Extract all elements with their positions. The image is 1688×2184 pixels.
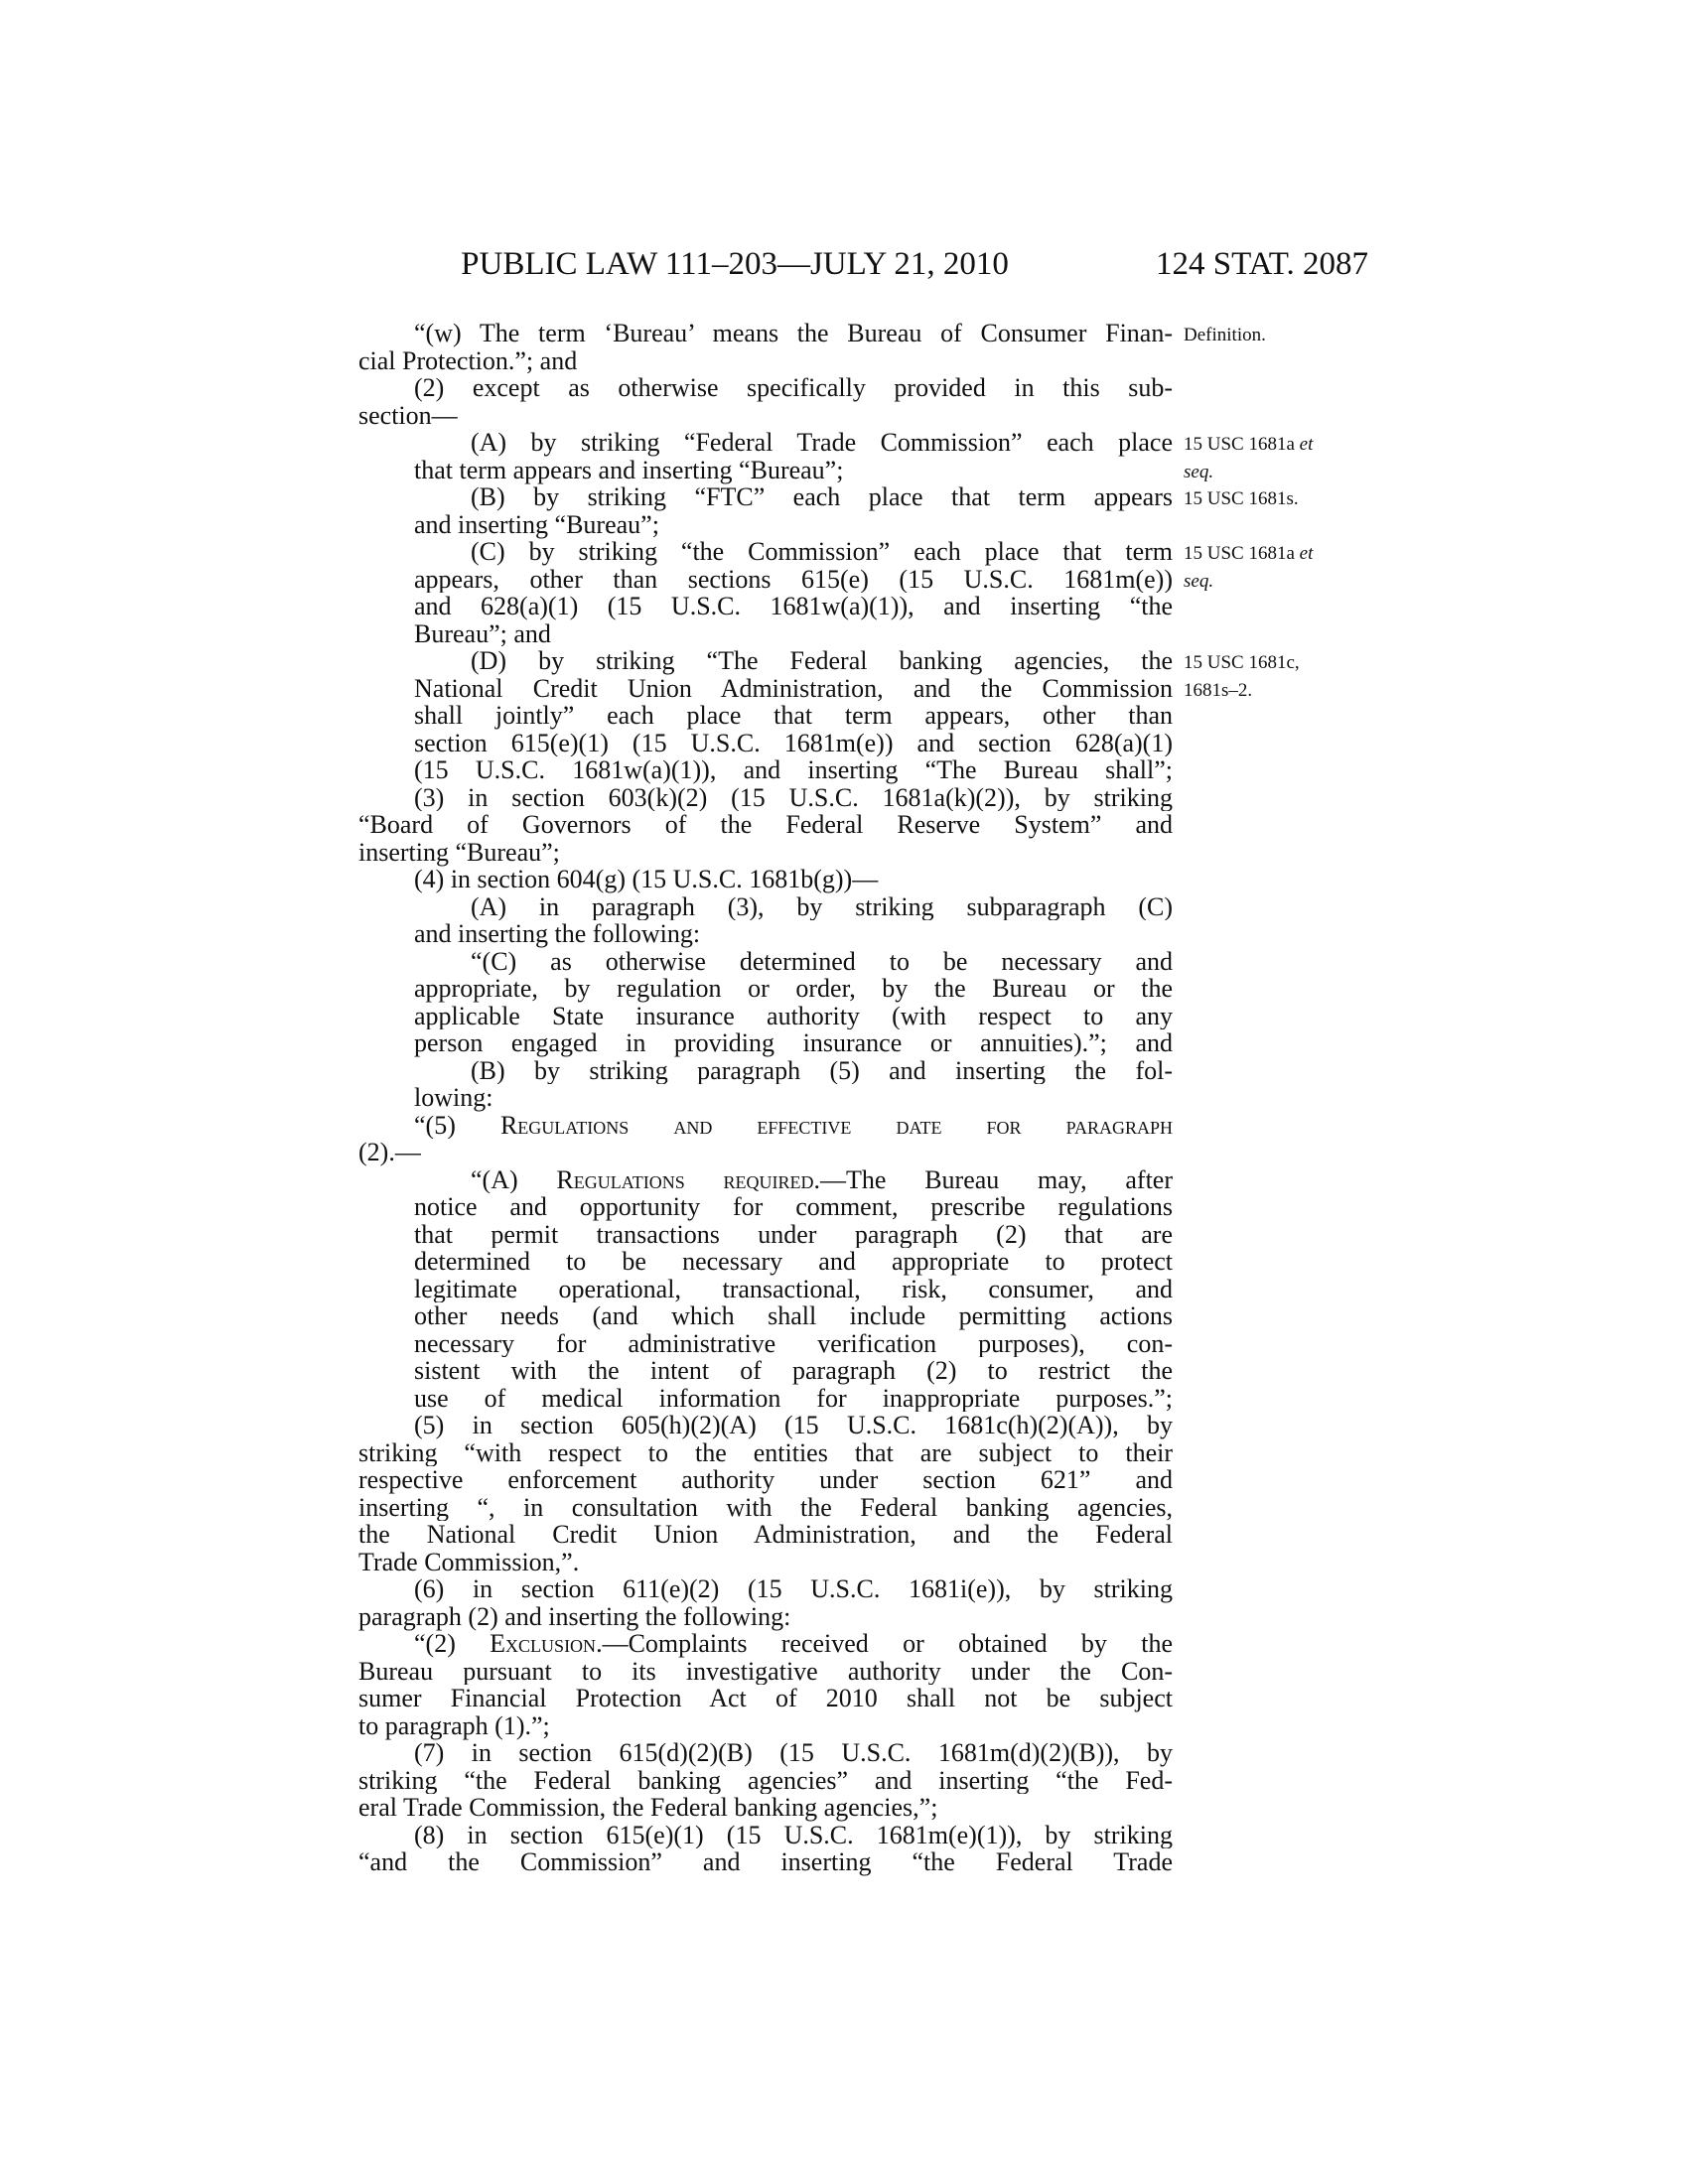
text-line <box>358 1521 1173 1549</box>
small-caps-heading: Exclusion <box>490 1630 597 1658</box>
text-line <box>358 1712 1173 1740</box>
text-segment: and 628(a)(1) (15 U.S.C. 1681w(a)(1)), and inserting “the <box>414 593 1173 620</box>
margin-note-text: et <box>1299 434 1314 455</box>
text-line <box>414 675 1173 703</box>
text-segment: (7) in section 615(d)(2)(B) (15 U.S.C. 1681m(d)(2)(B)), by <box>414 1739 1173 1767</box>
text-segment: the National Credit Union Administration, and the Federal <box>358 1521 1173 1549</box>
text-segment: to paragraph (1).”; <box>358 1710 550 1740</box>
text-segment: (5) in section 605(h)(2)(A) (15 U.S.C. 1681c(h)(2)(A)), by <box>414 1412 1173 1439</box>
text-line <box>414 593 1173 620</box>
text-segment: “and the Commission” and inserting “the Federal Trade <box>358 1848 1173 1876</box>
running-header-title: PUBLIC LAW 111–203—JULY 21, 2010 <box>461 246 1009 282</box>
text-line <box>414 784 1173 812</box>
text-line <box>358 1549 1173 1576</box>
text-segment: (3) in section 603(k)(2) (15 U.S.C. 1681a(k)(2)), by striking <box>414 783 1173 811</box>
text-segment: and inserting the following: <box>414 919 701 948</box>
text-segment: Trade Commission,”. <box>358 1547 580 1576</box>
text-line <box>414 1003 1173 1030</box>
text-line <box>358 1685 1173 1712</box>
text-line <box>358 1767 1173 1795</box>
text-segment: (2) except as otherwise specifically provided in this sub- <box>414 374 1173 402</box>
text-line <box>414 1302 1173 1330</box>
text-segment: eral Trade Commission, the Federal banking agencies,”; <box>358 1793 938 1822</box>
text-segment: “(A) <box>471 1165 557 1193</box>
small-caps-heading: Regulations and effective date for paragraph <box>499 1111 1173 1139</box>
margin-note-text: 15 USC 1681c, <box>1184 652 1300 673</box>
margin-note <box>1184 677 1252 705</box>
text-line <box>414 1357 1173 1385</box>
text-segment: (C) by striking “the Commission” each place that term <box>471 538 1173 566</box>
margin-note-text: 1681s–2. <box>1184 679 1253 701</box>
text-segment: sistent with the intent of paragraph (2) to restrict the <box>414 1357 1173 1385</box>
text-line <box>414 620 1173 648</box>
text-line <box>471 893 1173 921</box>
text-line <box>471 1057 1173 1085</box>
text-segment: sumer Financial Protection Act of 2010 shall not be subject <box>358 1685 1173 1712</box>
text-segment: “Board of Governors of the Federal Reserve System” and <box>358 811 1173 839</box>
text-line <box>414 1412 1173 1439</box>
text-line <box>358 1439 1173 1467</box>
text-segment: appears, other than sections 615(e) (15 U.S.C. 1681m(e)) <box>414 565 1173 593</box>
text-line <box>414 566 1173 594</box>
text-segment: inserting “, in consultation with the Federal banking agencies, <box>358 1493 1173 1521</box>
text-line <box>414 320 1173 347</box>
text-segment: .—Complaints received or obtained by the <box>596 1630 1173 1658</box>
text-line <box>358 1848 1173 1876</box>
text-line <box>414 756 1173 784</box>
text-line <box>414 1330 1173 1358</box>
text-segment: other needs (and which shall include permitting actions <box>414 1302 1173 1330</box>
text-line <box>414 511 1173 539</box>
small-caps-heading: (2).— <box>358 1138 421 1166</box>
text-segment: that term appears and inserting “Bureau”; <box>414 455 844 484</box>
text-line <box>414 1276 1173 1303</box>
text-segment: .—The Bureau may, after <box>813 1165 1173 1193</box>
text-line <box>471 538 1173 566</box>
text-segment: use of medical information for inappropriate purposes.”; <box>414 1384 1173 1412</box>
text-line <box>358 1603 1173 1631</box>
text-segment: Bureau pursuant to its investigative authority under the Con- <box>358 1657 1173 1685</box>
margin-note-text: 15 USC 1681a <box>1184 543 1300 564</box>
margin-note-text: et <box>1299 543 1314 564</box>
text-line <box>414 1084 1173 1112</box>
text-segment: person engaged in providing insurance or annuities).”; and <box>414 1029 1173 1057</box>
text-line <box>414 1248 1173 1276</box>
text-line <box>358 1494 1173 1522</box>
text-line <box>358 811 1173 839</box>
text-line <box>414 1112 1173 1140</box>
text-segment: section 615(e)(1) (15 U.S.C. 1681m(e)) and section 628(a)(1) <box>414 729 1173 756</box>
text-line <box>414 374 1173 402</box>
text-segment: (8) in section 615(e)(1) (15 U.S.C. 1681m(e)(1)), by striking <box>414 1821 1173 1848</box>
text-segment: “(2) <box>414 1630 491 1658</box>
text-line <box>414 1739 1173 1767</box>
text-segment: lowing: <box>414 1083 493 1112</box>
text-segment: appropriate, by regulation or order, by the Bureau or the <box>414 975 1173 1003</box>
text-line <box>414 975 1173 1003</box>
text-line <box>414 1029 1173 1057</box>
margin-note <box>1184 540 1313 568</box>
text-segment: applicable State insurance authority (with respect to any <box>414 1002 1173 1029</box>
text-line <box>358 1466 1173 1494</box>
text-segment: determined to be necessary and appropriate to protect <box>414 1248 1173 1276</box>
text-line <box>471 1166 1173 1194</box>
margin-note-text: 15 USC 1681s. <box>1184 488 1299 509</box>
text-line <box>358 1794 1173 1822</box>
text-line <box>358 839 1173 867</box>
text-segment: (B) by striking “FTC” each place that term appears <box>471 483 1173 511</box>
text-line <box>414 866 1173 893</box>
text-segment: (D) by striking “The Federal banking agencies, the <box>471 647 1173 675</box>
text-segment: section— <box>358 400 458 430</box>
text-segment: (A) by striking “Federal Trade Commission” each place <box>471 429 1173 457</box>
text-line <box>414 1630 1173 1658</box>
text-line <box>414 1575 1173 1603</box>
text-line <box>471 429 1173 457</box>
text-segment: (4) in section 604(g) (15 U.S.C. 1681b(g))— <box>414 865 879 893</box>
text-line <box>414 730 1173 757</box>
text-segment: “(w) The term ‘Bureau’ means the Bureau of Consumer Finan- <box>414 320 1173 347</box>
text-segment: necessary for administrative verification purposes), con- <box>414 1329 1173 1357</box>
margin-note-text: seq. <box>1184 570 1214 592</box>
text-line <box>414 457 1173 484</box>
text-segment: that permit transactions under paragraph (2) that are <box>414 1220 1173 1248</box>
text-line <box>414 1221 1173 1249</box>
text-segment: cial Protection.”; and <box>358 345 578 375</box>
text-segment: (A) in paragraph (3), by striking subparagraph (C) <box>471 892 1173 920</box>
margin-note <box>1184 322 1266 349</box>
margin-note <box>1184 485 1299 513</box>
margin-note <box>1184 568 1213 596</box>
text-segment: striking “the Federal banking agencies” and inserting “the Fed- <box>358 1766 1173 1794</box>
text-line <box>414 1193 1173 1221</box>
text-segment: National Credit Union Administration, and the Commission <box>414 674 1173 702</box>
text-segment: Bureau”; and <box>414 618 551 648</box>
text-line <box>471 647 1173 675</box>
margin-note-text: Definition. <box>1184 325 1266 345</box>
text-segment: shall jointly” each place that term appears, other than <box>414 702 1173 730</box>
text-segment: (15 U.S.C. 1681w(a)(1)), and inserting “The Bureau shall”; <box>414 756 1173 784</box>
margin-note <box>1184 431 1313 459</box>
text-segment: (B) by striking paragraph (5) and inserting the fol- <box>471 1056 1173 1084</box>
margin-note <box>1184 649 1300 677</box>
text-segment: paragraph (2) and inserting the following: <box>358 1601 791 1631</box>
text-line <box>414 702 1173 730</box>
text-segment: and inserting “Bureau”; <box>414 509 659 539</box>
margin-note <box>1184 459 1213 486</box>
text-line <box>414 1822 1173 1849</box>
text-line <box>358 1139 1173 1166</box>
text-segment: inserting “Bureau”; <box>358 837 560 867</box>
text-line <box>414 1385 1173 1413</box>
text-segment: notice and opportunity for comment, prescribe regulations <box>414 1193 1173 1221</box>
text-segment: “(5) <box>414 1111 500 1139</box>
text-line <box>358 347 1173 375</box>
text-segment: legitimate operational, transactional, risk, consumer, and <box>414 1275 1173 1302</box>
text-line <box>471 948 1173 976</box>
text-line <box>414 920 1173 948</box>
text-segment: respective enforcement authority under section 621” and <box>358 1466 1173 1494</box>
text-line <box>358 402 1173 430</box>
margin-note-text: 15 USC 1681a <box>1184 434 1300 455</box>
text-segment: striking “with respect to the entities that are subject to their <box>358 1438 1173 1466</box>
text-line <box>471 483 1173 511</box>
text-segment: “(C) as otherwise determined to be necessary and <box>471 947 1173 975</box>
small-caps-heading: Regulations required <box>556 1165 814 1193</box>
page-stat-citation: 124 STAT. 2087 <box>1155 246 1368 282</box>
margin-note-text: seq. <box>1184 461 1214 482</box>
text-segment: (6) in section 611(e)(2) (15 U.S.C. 1681i(e)), by striking <box>414 1575 1173 1603</box>
text-line <box>358 1658 1173 1686</box>
